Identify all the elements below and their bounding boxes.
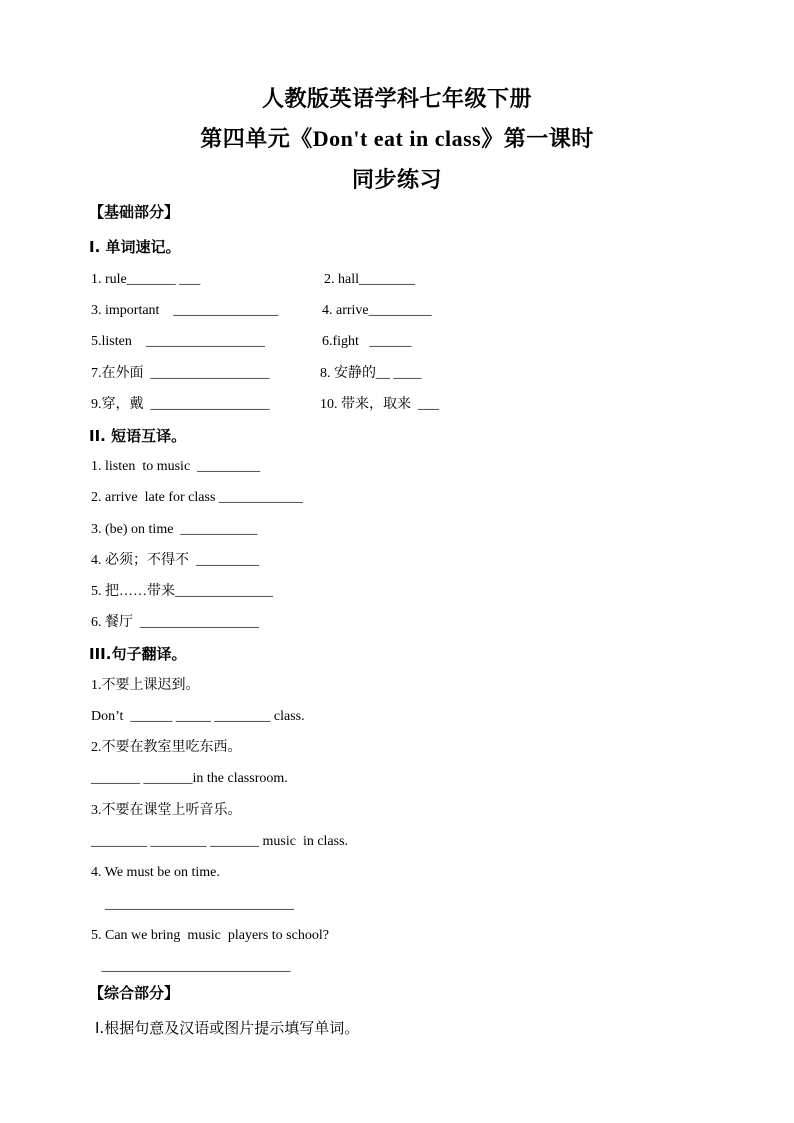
- translation-answer-line: ___________________________: [91, 959, 291, 974]
- phrase-heading: II. 短语互译。: [89, 427, 187, 445]
- phrase-item: 6. 餐厅 _________________: [91, 615, 259, 630]
- vocab-item: 1. rule_______ ___: [91, 272, 201, 287]
- basic-section-heading: 【基础部分】: [89, 203, 180, 221]
- vocab-item: 5.listen _________________: [91, 334, 265, 349]
- unit-title: 第四单元《Don't eat in class》第一课时: [200, 126, 594, 151]
- vocab-item: 8. 安静的__ ____: [320, 366, 422, 381]
- vocab-item: 6.fight ______: [322, 334, 412, 349]
- vocab-item: 9.穿，戴 _________________: [91, 397, 270, 412]
- translation-prompt: 4. We must be on time.: [91, 865, 220, 880]
- comprehensive-section-heading: 【综合部分】: [89, 984, 180, 1002]
- translation-answer-line: ___________________________: [91, 897, 294, 912]
- translation-answer-line: Don’t ______ _____ ________ class.: [91, 709, 305, 724]
- vocab-item: 4. arrive_________: [322, 303, 432, 318]
- translation-prompt: 5. Can we bring music players to school?: [91, 928, 329, 943]
- phrase-item: 5. 把……带来______________: [91, 584, 273, 599]
- vocab-heading: I. 单词速记。: [89, 238, 181, 256]
- worksheet-title: 人教版英语学科七年级下册: [261, 86, 532, 111]
- phrase-item: 2. arrive late for class ____________: [91, 490, 303, 505]
- translation-prompt: 3.不要在课堂上听音乐。: [91, 803, 242, 818]
- phrase-item: 3. (be) on time ___________: [91, 522, 258, 537]
- translation-answer-line: ________ ________ _______ music in class.: [91, 834, 349, 849]
- vocab-item: 10. 带来，取来 ___: [320, 397, 439, 412]
- vocab-item: 3. important _______________: [91, 303, 279, 318]
- fill-in-heading: Ⅰ.根据句意及汉语或图片提示填写单词。: [95, 1019, 360, 1037]
- translation-answer-line: _______ _______in the classroom.: [91, 771, 288, 786]
- phrase-item: 1. listen to music _________: [91, 459, 261, 474]
- vocab-item: 7.在外面 _________________: [91, 366, 270, 381]
- exercise-title: 同步练习: [351, 167, 442, 192]
- translation-heading: III.句子翻译。: [89, 645, 187, 663]
- translation-prompt: 2.不要在教室里吃东西。: [91, 740, 242, 755]
- translation-prompt: 1.不要上课迟到。: [91, 678, 200, 693]
- phrase-item: 4. 必须；不得不 _________: [91, 553, 259, 568]
- vocab-item: 2. hall________: [324, 272, 415, 287]
